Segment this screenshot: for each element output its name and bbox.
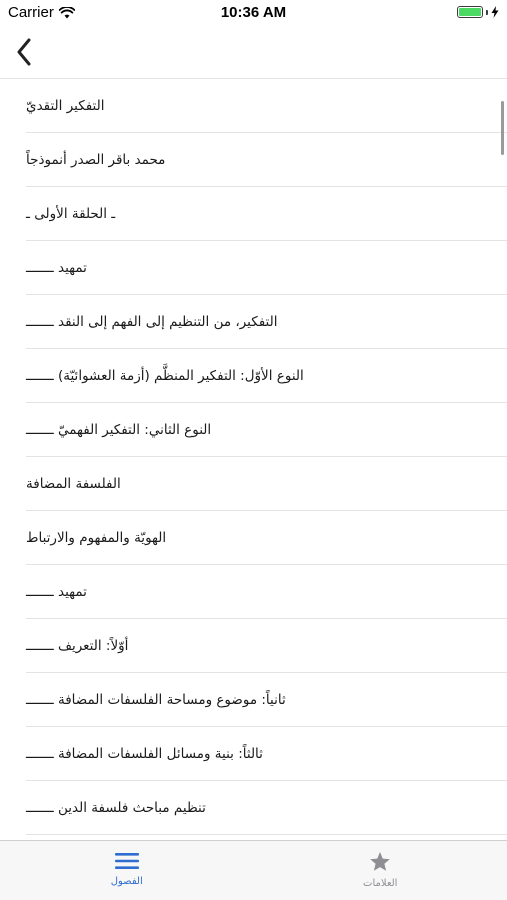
back-button[interactable] [6,34,42,70]
clock: 10:36 AM [220,4,287,21]
list-item[interactable] [26,565,507,619]
scroll-indicator[interactable] [501,101,504,155]
carrier-label: Carrier [8,4,54,21]
tab-bookmarks-label: العلامات [363,878,398,889]
tab-bookmarks[interactable] [254,841,507,900]
list-item-label: تنظيم مباحث فلسفة الدين ـــــــ [26,799,206,816]
list-item-label: التفكير التقديّ [26,97,105,114]
list-item-label: تمهيد ـــــــ [26,259,87,276]
tab-bar [0,840,507,900]
list-item-label: التفكير، من التنظيم إلى الفهم إلى النقد ـــــــ [26,313,278,330]
navigation-bar [0,26,507,79]
list-item-label: ثانياً: موضوع ومساحة الفلسفات المضافة ـــــــ [26,691,286,708]
tab-chapters-label: الفصول [110,876,143,887]
list-item-label: الهويّة والمفهوم والارتباط [26,529,167,546]
list-item[interactable] [26,619,507,673]
list-item[interactable] [26,403,507,457]
list-item-label: ـ الحلقة الأولى ـ [26,205,116,222]
list-item[interactable] [26,187,507,241]
list-item[interactable] [26,295,507,349]
list-item-label: ثالثاً: بنية ومسائل الفلسفات المضافة ـــــــ [26,745,263,762]
list-item-label: تمهيد ـــــــ [26,583,87,600]
tab-chapters[interactable] [0,841,254,900]
list-item-label: أوّلاً: التعريف ـــــــ [26,637,129,654]
list-item[interactable] [26,349,507,403]
list-item[interactable] [26,673,507,727]
charging-icon [491,6,499,18]
list-item[interactable] [26,835,507,839]
chevron-left-icon [16,38,32,66]
list-item-label: النوع الأوّل: التفكير المنظَّم (أزمة العشوائيّة) ـــــــ [26,367,304,384]
battery-indicator [457,6,499,18]
star-icon [368,851,392,873]
list-item[interactable] [26,781,507,835]
list-item-label: النوع الثاني: التفكير الفهميّ ـــــــ [26,421,212,438]
battery-icon [457,6,483,18]
list-item-label: الفلسفة المضافة [26,475,121,492]
list-icon [114,851,140,871]
chapter-list[interactable] [0,79,507,839]
list-item-label: محمد باقر الصدر أنموذجاً [26,151,166,168]
list-item[interactable] [26,511,507,565]
status-bar [0,0,507,26]
list-item[interactable] [26,79,507,133]
list-item[interactable] [26,241,507,295]
list-item[interactable] [26,133,507,187]
list-item[interactable] [26,727,507,781]
list-item[interactable] [26,457,507,511]
